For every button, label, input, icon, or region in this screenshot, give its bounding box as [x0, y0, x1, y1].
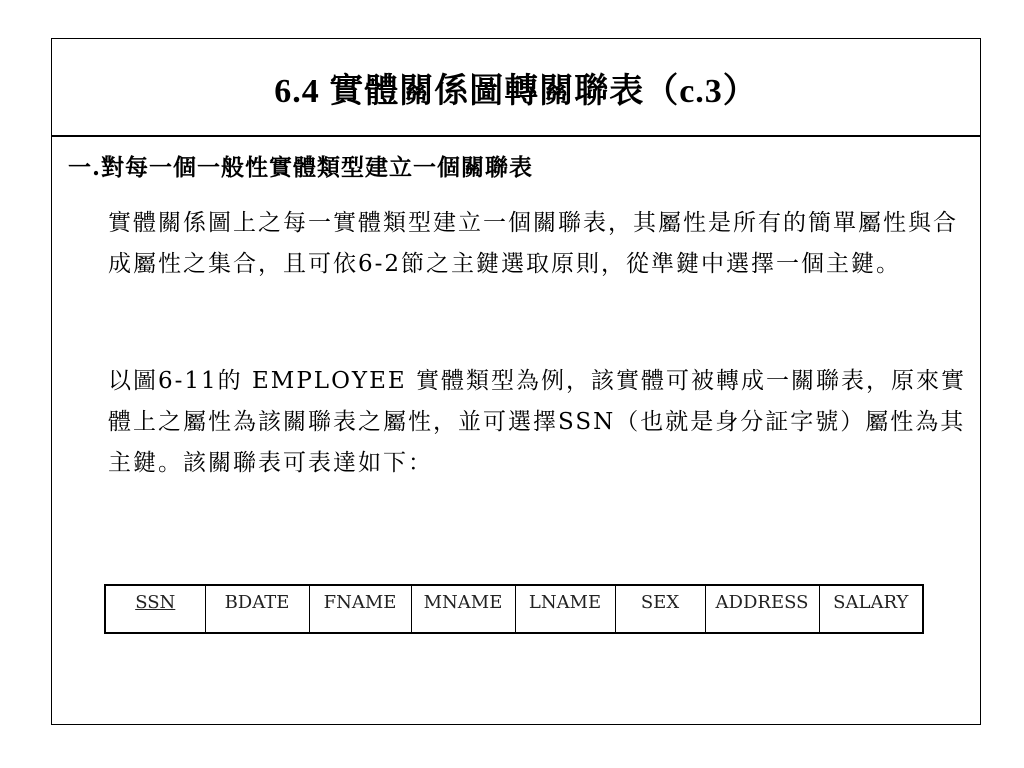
title-divider	[52, 135, 980, 137]
column-lname: LNAME	[515, 585, 615, 633]
primary-key-label: SSN	[135, 592, 176, 613]
section-heading: 一.對每一個一般性實體類型建立一個關聯表	[68, 154, 534, 181]
column-bdate: BDATE	[205, 585, 309, 633]
column-address: ADDRESS	[705, 585, 819, 633]
column-fname: FNAME	[309, 585, 411, 633]
table-row	[105, 585, 923, 633]
column-sex: SEX	[615, 585, 705, 633]
slide-frame	[51, 38, 981, 725]
employee-relation-table	[104, 584, 924, 634]
paragraph-1: 實體關係圖上之每一實體類型建立一個關聯表，其屬性是所有的簡單屬性與合成屬性之集合，且可依6-2節之主鍵選取原則，從準鍵中選擇一個主鍵。	[108, 210, 958, 277]
column-mname: MNAME	[411, 585, 515, 633]
column-salary: SALARY	[819, 585, 923, 633]
column-ssn	[105, 585, 205, 633]
slide-title: 6.4 實體關係圖轉關聯表（c.3）	[274, 72, 758, 110]
paragraph-2: 以圖6-11的 EMPLOYEE 實體類型為例，該實體可被轉成一關聯表，原來實體上之屬性為該關聯表之屬性，並可選擇SSN（也就是身分証字號）屬性為其主鍵。該關聯表可表達如下：	[108, 368, 967, 476]
